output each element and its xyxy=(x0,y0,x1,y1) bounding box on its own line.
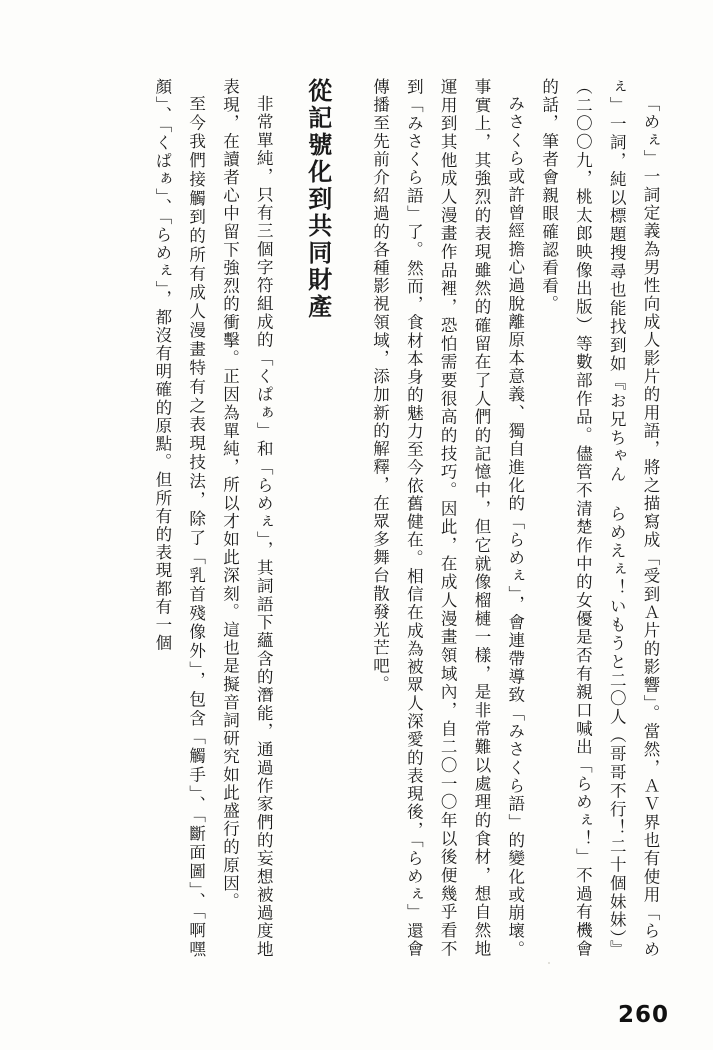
page-text-body xyxy=(67,78,667,958)
page-number: 260 xyxy=(617,1002,669,1028)
paper-speck xyxy=(548,962,550,964)
paragraph-1: 「めぇ」一詞定義為男性向成人影片的用語，將之描寫成「受到Ａ片的影響」。當然，ＡＶ界也有使用「らめぇ」一詞，純以標題搜尋也能找到如『お兄ちゃん らめえぇ！いもうと二〇人（哥哥不行！二十個妹妹）』（二〇〇九，桃太郎映像出版）等數部作品。儘管不清楚作中的女優是否有親口喊出「らめぇ！」不過有機會的話，筆者會親眼確認看看。 xyxy=(539,78,660,958)
section-heading: 從記號化到共同財產 xyxy=(303,78,333,321)
paragraph-3: 非常單純，只有三個字符組成的「くぱぁ」和「らめぇ」，其詞語下蘊含的潛能，通過作家們的妄想被過度地表現，在讀者心中留下強烈的衝擊。正因為單純，所以才如此深刻。這也是擬音詞研究如此盛行的原因。 xyxy=(220,78,274,958)
paragraph-4: 至今我們接觸到的所有成人漫畫特有之表現技法，除了「乳首殘像外」，包含「觸手」、「斷面圖」、「啊嘿顏」、「くぱぁ」、「らめぇ」，都沒有明確的原點。但所有的表現都有一個 xyxy=(152,78,206,958)
paragraph-2: みさくら或許曾經擔心過脫離原本意義、獨自進化的「らめぇ」，會連帶導致「みさくら語」的變化或崩壞。事實上，其強烈的表現雖然的確留在了人們的記憶中，但它就像榴槤一樣，是非常難以處理的食材，想自然地運用到其他成人漫畫作品裡，恐怕需要很高的技巧。因此，在成人漫畫領域內，自二〇一〇年以後便幾乎看不到「みさくら語」了。然而，食材本身的魅力至今依舊健在。相信在成為被眾人深愛的表現後，「らめぇ」還會傳播至先前介紹過的各種影視領域，添加新的解釋，在眾多舞台散發光芒吧。 xyxy=(370,78,525,958)
